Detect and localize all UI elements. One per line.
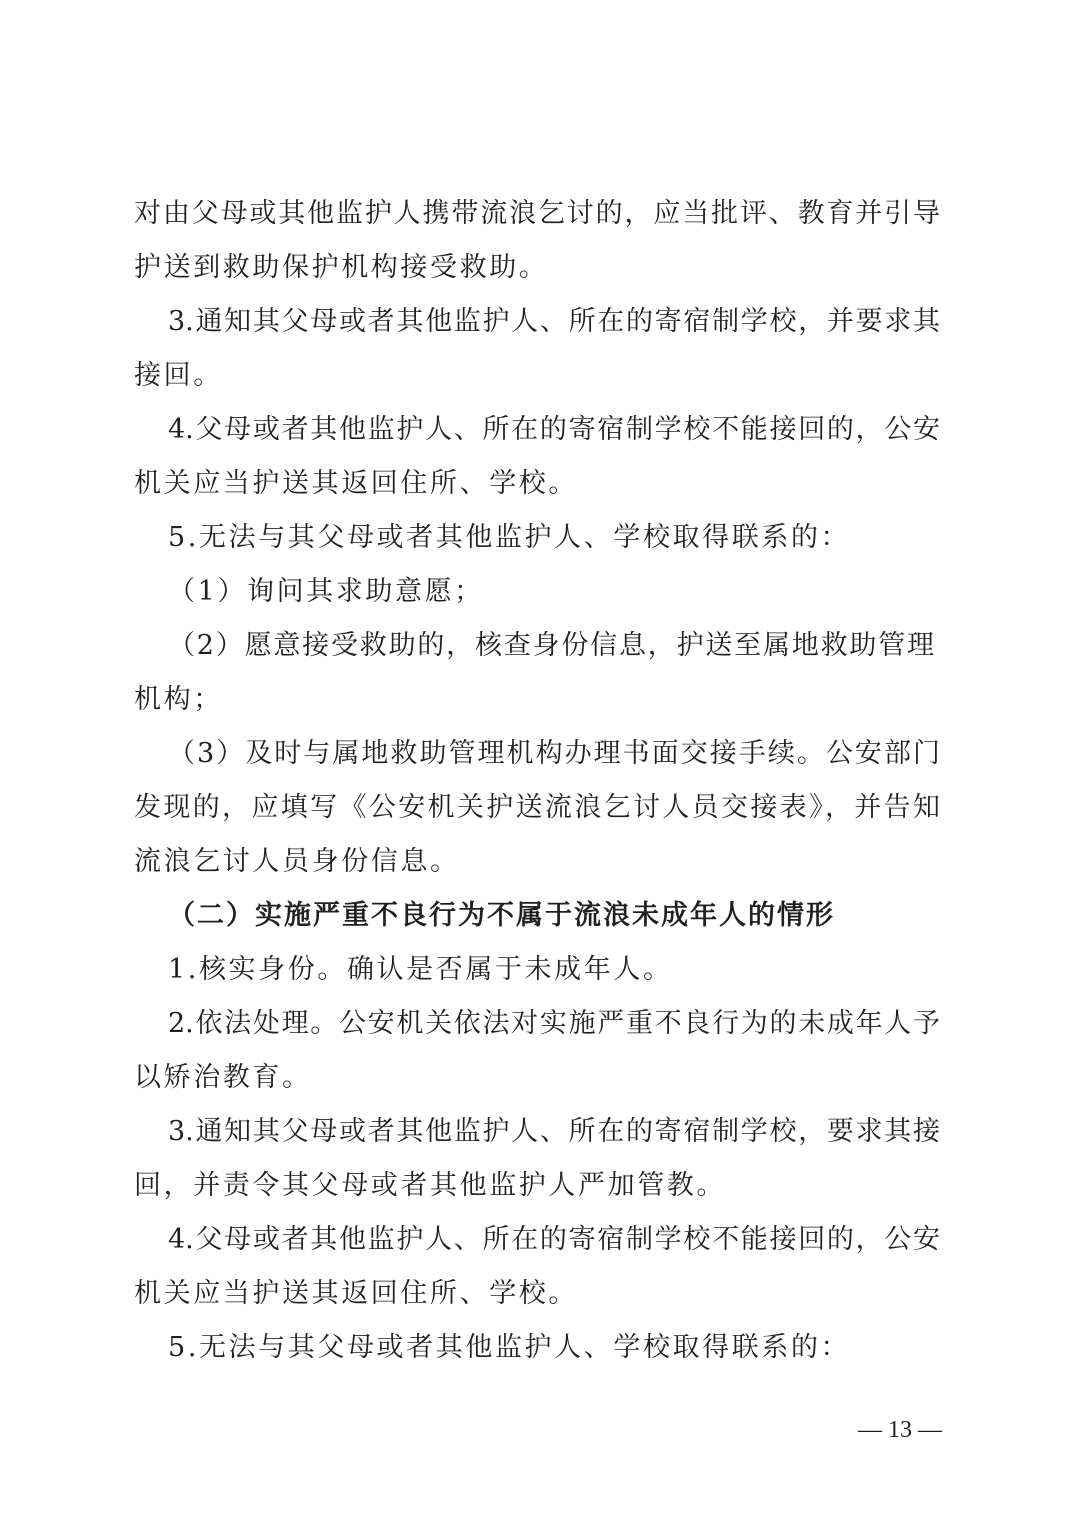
page-number: — 13 — <box>858 1417 942 1443</box>
body-text-line: 4.父母或者其他监护人、所在的寄宿制学校不能接回的，公安 <box>168 1224 940 1255</box>
body-text-line: 回，并责令其父母或者其他监护人严加管教。 <box>134 1170 726 1201</box>
body-text-line: 机构； <box>134 684 223 715</box>
body-text-line: 3.通知其父母或者其他监护人、所在的寄宿制学校，要求其接 <box>168 1116 940 1147</box>
body-text-line: 5.无法与其父母或者其他监护人、学校取得联系的： <box>168 522 851 553</box>
body-text-line: 4.父母或者其他监护人、所在的寄宿制学校不能接回的，公安 <box>168 414 940 445</box>
body-text-line: 机关应当护送其返回住所、学校。 <box>134 1278 578 1309</box>
body-text-line: 对由父母或其他监护人携带流浪乞讨的，应当批评、教育并引导 <box>134 198 940 229</box>
body-text-line: （1）询问其求助意愿； <box>168 576 484 607</box>
body-text-line: 流浪乞讨人员身份信息。 <box>134 846 460 877</box>
body-text-line: 2.依法处理。公安机关依法对实施严重不良行为的未成年人予 <box>168 1008 940 1039</box>
body-text-line: 1.核实身份。确认是否属于未成年人。 <box>168 954 673 985</box>
body-text-line: 护送到救助保护机构接受救助。 <box>134 252 549 283</box>
body-text-line: （3）及时与属地救助管理机构办理书面交接手续。公安部门 <box>168 738 940 769</box>
body-text-line: 接回。 <box>134 360 223 391</box>
body-text-line: （2）愿意接受救助的，核查身份信息，护送至属地救助管理 <box>168 630 934 661</box>
body-text-line: 3.通知其父母或者其他监护人、所在的寄宿制学校，并要求其 <box>168 306 940 337</box>
body-text-line: 机关应当护送其返回住所、学校。 <box>134 468 578 499</box>
body-text-line: 发现的，应填写《公安机关护送流浪乞讨人员交接表》，并告知 <box>134 792 940 823</box>
body-text-line: 5.无法与其父母或者其他监护人、学校取得联系的： <box>168 1332 851 1363</box>
body-text-line: 以矫治教育。 <box>134 1062 312 1093</box>
section-heading: （二）实施严重不良行为不属于流浪未成年人的情形 <box>168 900 835 931</box>
